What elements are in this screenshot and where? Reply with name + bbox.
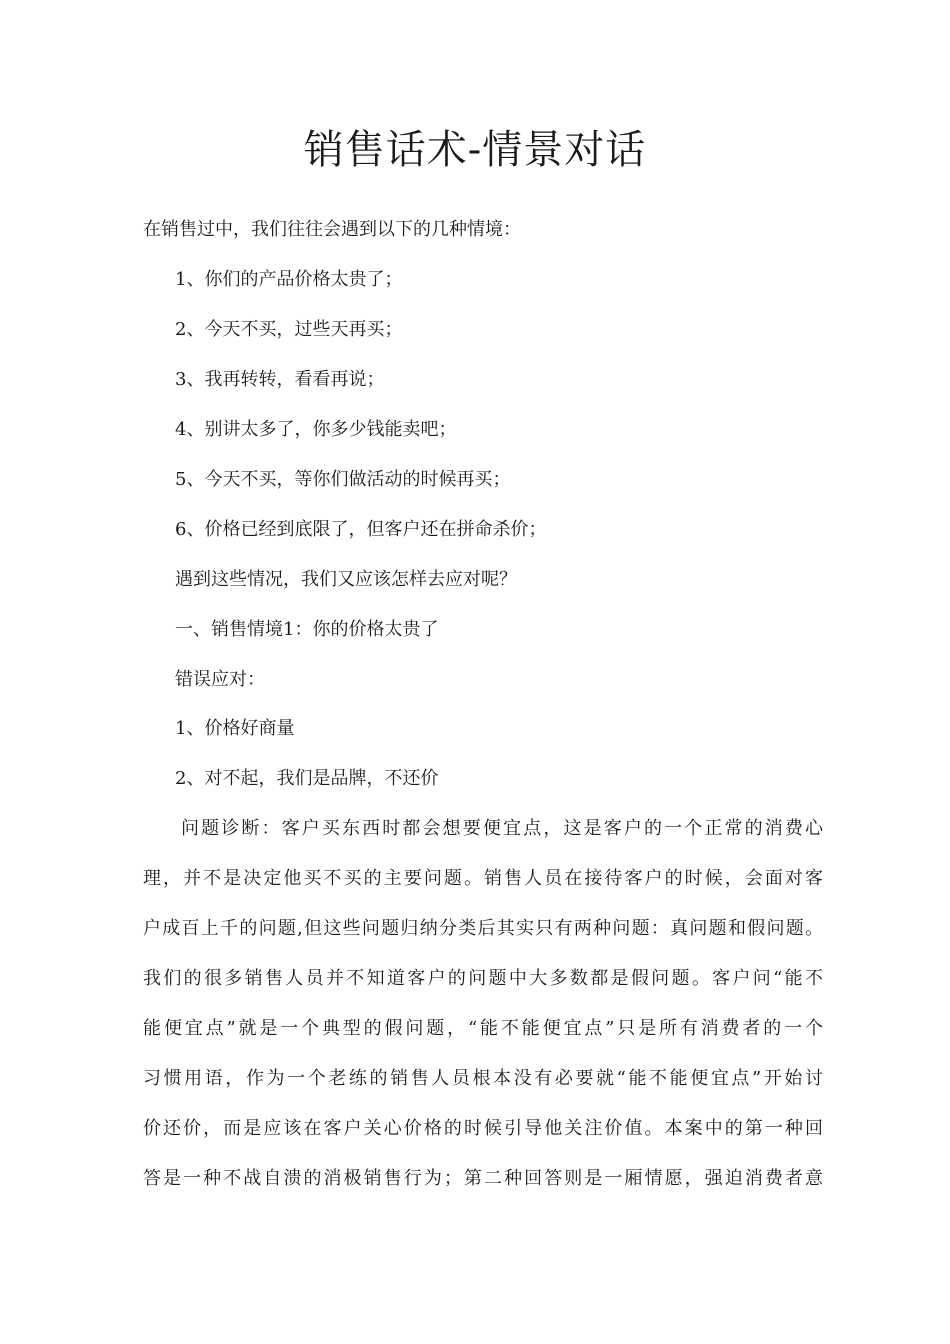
diagnosis-line: 问题诊断：客户买东西时都会想要便宜点，这是客户的一个正常的消费心 [181, 818, 823, 839]
diagnosis-line: 答是一种不战自溃的消极销售行为；第二种回答则是一厢情愿，强迫消费者意 [143, 1168, 823, 1189]
intro-text: 在销售过中，我们往往会遇到以下的几种情境： [143, 219, 521, 240]
diagnosis-line: 理，并不是决定他买不买的主要问题。销售人员在接待客户的时候，会面对客 [143, 868, 823, 889]
diagnosis-line: 价还价，而是应该在客户关心价格的时候引导他关注价值。本案中的第一种回 [143, 1118, 823, 1139]
wrong-response-label: 错误应对： [175, 669, 265, 690]
situation-item-6: 6、价格已经到底限了，但客户还在拼命杀价； [175, 519, 547, 540]
diagnosis-line: 习惯用语，作为一个老练的销售人员根本没有必要就“能不能便宜点”开始讨 [143, 1068, 823, 1089]
section-heading: 一、销售情境1：你的价格太贵了 [175, 619, 439, 640]
wrong-response-item-1: 1、价格好商量 [175, 718, 295, 739]
document-title: 销售话术-情景对话 [303, 127, 647, 173]
diagnosis-line: 我们的很多销售人员并不知道客户的问题中大多数都是假问题。客户问“能不 [143, 968, 823, 989]
diagnosis-line: 户成百上千的问题,但这些问题归纳分类后其实只有两种问题：真问题和假问题。 [143, 918, 823, 939]
question-text: 遇到这些情况，我们又应该怎样去应对呢？ [175, 569, 517, 590]
situation-item-1: 1、你们的产品价格太贵了； [175, 269, 403, 290]
wrong-response-item-2: 2、对不起，我们是品牌，不还价 [175, 768, 439, 789]
situation-item-4: 4、别讲太多了，你多少钱能卖吧； [175, 419, 457, 440]
diagnosis-paragraph [143, 816, 823, 1216]
situation-item-5: 5、今天不买，等你们做活动的时候再买； [175, 469, 511, 490]
diagnosis-line: 能便宜点”就是一个典型的假问题，“能不能便宜点”只是所有消费者的一个 [143, 1018, 823, 1039]
situation-item-2: 2、今天不买，过些天再买； [175, 319, 403, 340]
situation-item-3: 3、我再转转，看看再说； [175, 369, 385, 390]
